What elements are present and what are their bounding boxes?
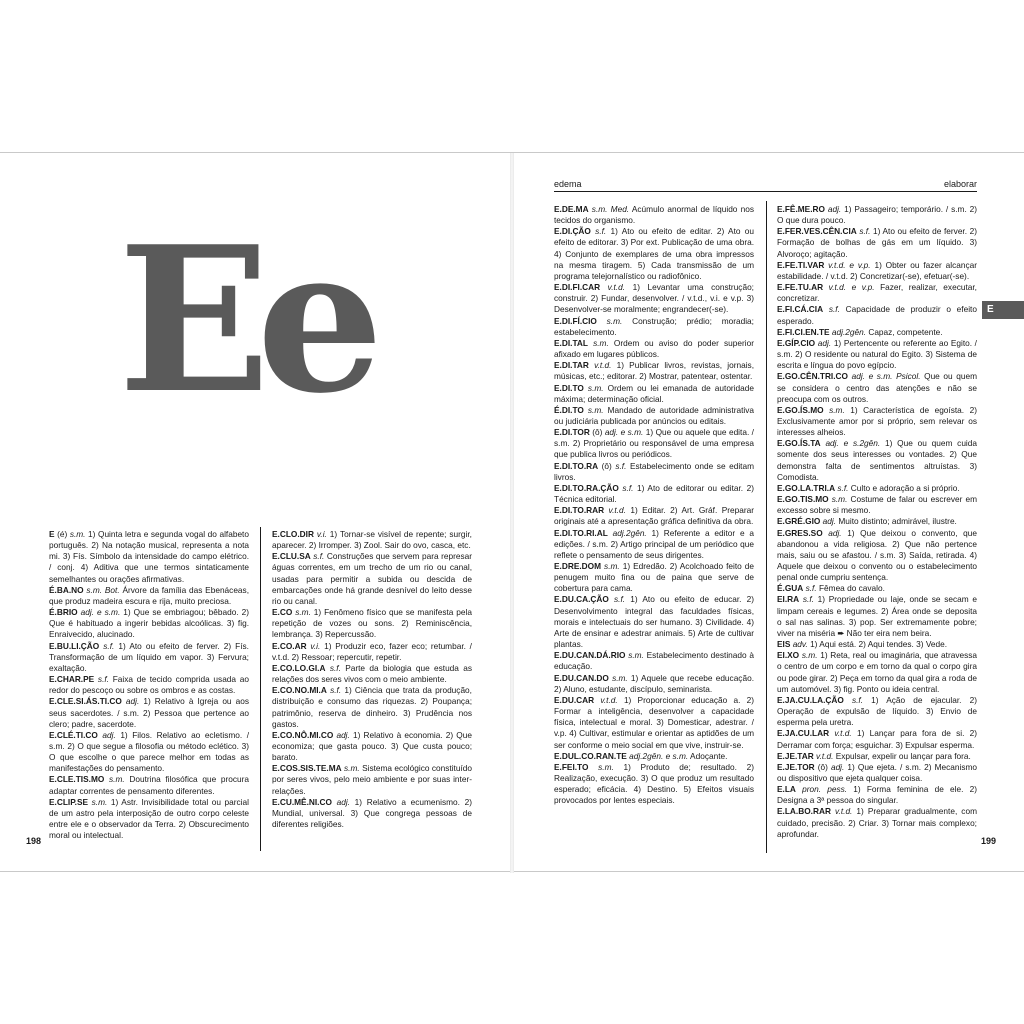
entry-headword: E.GO.ÍS.MO [777,404,824,415]
dictionary-entry [777,516,977,527]
entry-definition: Construção; prédio; moradia; estabelecimento. [554,315,754,337]
entry-definition: 1) Aqui está. 2) Aqui tendes. 3) Vede. [807,639,948,650]
entry-headword: E.FÊ.ME.RO [777,204,825,214]
entry-headword: E.DI.TOR [554,427,590,438]
entry-grammar-class: adj. e s.2gên. [825,438,881,449]
dictionary-entry [777,327,977,338]
entry-definition: 1) Que ou quem cuida somente dos seus interesses ou vontades. 2) Que demonstra falta de sentimentos altruístas. 3) Comodista. [777,438,977,482]
entry-definition: Ordem ou aviso do poder superior afixado em lugares públicos. [554,337,754,360]
entry-grammar-class: s.m. [604,561,620,571]
entry-grammar-class: s.m. [831,494,848,505]
entry-definition: 1) Aquele que recebe educação. 2) Aluno, estudante, discípulo, seminarista. [554,672,754,694]
entry-headword: E.DRE.DOM [554,561,602,571]
entry-grammar-class: adj.2gên. [612,527,647,538]
entry-definition: Doutrina filosófica que procura adaptar correntes de pensamento diferentes. [49,774,249,796]
entry-headword: E.DU.CAN.DÁ.RIO [554,650,626,661]
entry-grammar-class: s.f. [595,226,607,237]
entry-grammar-class: adj. [828,527,842,538]
entry-grammar-class: v.i. [316,529,327,539]
dictionary-entry [554,226,754,282]
entry-headword: E.FE.TI.VAR [777,259,825,270]
entry-headword: E.CLÉ.TI.CO [49,729,98,740]
entry-headword: E.CLE.TIS.MO [49,774,105,785]
entry-headword: É.BA.NO [49,584,84,595]
entry-headword: E.CHAR.PE [49,674,95,685]
entry-definition: Ordem ou lei emanada de autoridade máxima; determinação oficial. [554,382,754,404]
dictionary-entry [554,316,754,338]
entry-definition: 1) Tornar-se visível de repente; surgir, aparecer. 2) Irromper. 3) Zool. Sair do ovo, casca, etc. [272,529,472,551]
dictionary-entry [777,594,977,639]
right-column-1 [554,204,754,852]
dictionary-entry [554,405,754,427]
entry-headword: E.CO.NO.MI.A [272,685,327,696]
entry-pronunciation [600,282,608,292]
entry-definition: Acúmulo anormal de líquido nos tecidos do organismo. [554,204,754,226]
dictionary-entry [777,528,977,584]
entry-grammar-class: s.f. [802,594,814,605]
entry-definition: 1) Ato ou efeito de ferver. 2) Fís. Transformação de um líquido em vapor. 3) Fervura; exaltação. [49,640,249,673]
entry-grammar-class: s.m. [593,337,609,348]
section-letter: Ee [118,203,370,438]
entry-headword: E.FER.VES.CÊN.CIA [777,226,857,237]
entry-definition: Parte da biologia que estuda as relações dos seres vivos com o meio ambiente. [272,662,472,685]
entry-definition: 1) Publicar livros, revistas, jornais, músicas, etc.; editorar. 2) Mostrar, patentear, ostentar. [554,360,754,382]
entry-headword: E.CLU.SA [272,551,311,562]
dictionary-entry [777,405,977,438]
entry-definition: 1) Que ou aquele que edita. / s.m. 2) Proprietário ou responsável de uma empresa que publica livros ou periódicos. [554,427,754,460]
entry-pronunciation [597,316,607,326]
entry-grammar-class: s.f. [622,482,634,493]
dictionary-entry [777,650,977,695]
dictionary-entry [554,561,754,594]
entry-grammar-class: v.t.d. [835,806,853,817]
entry-grammar-class: s.m. [344,763,360,774]
entry-headword: E.JE.TAR [777,750,814,761]
dictionary-entry [777,695,977,728]
entry-headword: E.JE.TOR [777,761,815,772]
entry-headword: E.CLIP.SE [49,796,89,807]
entry-definition: 1) Proporcionar educação a. 2) Formar a inteligência, desenvolver a capacidade física, intelectual e moral. 3) Domesticar, adestrar. / v.p. 4) Cultivar, estimular e orientar as aptidões de um ser conforme o meio social em que vive, instruir-se. [554,694,754,750]
entry-headword: É.BRIO [49,607,78,618]
entry-headword: E.DI.FÍ.CIO [554,315,597,326]
entry-headword: E.LA.BO.RAR [777,806,831,817]
entry-grammar-class: s.f. [615,460,627,471]
entry-grammar-class: adv. [792,639,808,650]
entry-headword: E.BU.LI.ÇÃO [49,640,100,651]
entry-grammar-class: s.m. [829,404,845,415]
entry-pronunciation: (ô) [598,460,616,471]
entry-headword: E.DI.TO.RI.AL [554,527,608,538]
entry-headword: E.DI.FI.CAR [554,282,601,293]
dictionary-entry [777,762,977,784]
dictionary-entry [777,226,977,259]
dictionary-entry [554,483,754,505]
entry-definition: 1) Pertencente ou referente ao Egito. / s.m. 2) O residente ou natural do Egito. 3) Sistema de escrita e língua do povo egípcio. [777,337,977,371]
dictionary-entry [554,594,754,650]
dictionary-entry [554,360,754,382]
entry-grammar-class: s.f. [859,226,871,237]
entry-headword: E.GO.CÊN.TRI.CO [777,371,848,382]
entry-headword: E.DI.TO.RA.ÇÃO [554,482,619,493]
entry-headword: E.DI.TAL [554,337,588,348]
entry-headword: E.DU.CA.ÇÃO [554,594,609,605]
entry-grammar-class: v.t.d. [816,750,834,761]
entry-definition: 1) Que deixou o convento, que abandonou a vida religiosa. 2) Que não pertence mais, saiu ou se afastou. / s.m. 3) Saída, retirada. 4) Aquele que deixou o convento ou o estabelecimento penal onde cumpriu sentença. [777,527,977,583]
entry-grammar-class: s.m. Bot. [86,584,120,595]
entry-definition: 1) Relativo a ecumenismo. 2) Mundial, universal. 3) Que congrega pessoas de diferentes religiões. [272,796,472,830]
dictionary-entry [777,204,977,226]
entry-definition: 1) Propriedade ou laje, onde se secam e limpam cereais e legumes. 2) Área onde se deposita o sal nas salinas. 3) pop. Ser extremamente pobre; viver na miséria ➨ Não ter eira nem beira. [777,594,977,638]
column-divider [766,201,767,853]
running-head-left: edema [554,179,582,189]
entry-definition: 1) Passageiro; temporário. / s.m. 2) O que dura pouco. [777,204,977,226]
entry-headword: E.DU.CAR [554,694,595,705]
dictionary-entry [777,371,977,404]
entry-grammar-class: v.t.d. e v.p. [828,259,871,270]
entry-grammar-class: v.t.d. [600,694,618,705]
entry-grammar-class: s.f. [103,640,115,651]
dictionary-entry [554,505,754,527]
dictionary-entry [777,438,977,483]
entry-grammar-class: s.m. [91,796,108,807]
entry-headword: É.DI.TO [554,404,584,415]
entry-grammar-class: adj. [830,761,845,772]
right-page [0,153,1024,873]
entry-grammar-class: v.t.d. [607,282,626,293]
entry-grammar-class: s.f. [614,594,626,605]
entry-definition: 1) Que se embriagou; bêbado. 2) Que é habituado a ingerir bebidas alcoólicas. 3) fig. Enraivecido, alucinado. [49,607,249,640]
dictionary-entry [777,338,977,371]
entry-definition: 1) Ciência que trata da produção, distribuição e consumo das riquezas. 2) Poupança; patrimônio, reserva de dinheiro. 3) Prudência nos gastos. [272,685,472,729]
entry-definition: 1) Editar. 2) Art. Gráf. Preparar originais até a apresentação gráfica definitiva da obra. [554,505,754,527]
entry-headword: E.CO.AR [272,640,307,651]
entry-headword: E.CO.NÔ.MI.CO [272,729,334,740]
entry-grammar-class: v.t.d. [834,728,852,739]
entry-definition: Capacidade de produzir o efeito esperado. [777,304,977,326]
dictionary-entry [554,427,754,460]
dictionary-entry [777,728,977,750]
entry-grammar-class: s.f. [97,674,109,685]
entry-grammar-class: s.m. [801,650,818,661]
entry-grammar-class: s.m. [587,404,604,415]
entry-definition: 1) Fenômeno físico que se manifesta pela repetição de vozes ou sons. 2) Reminiscência, lembrança. 3) Repercussão. [272,607,472,640]
dictionary-entry [554,204,754,226]
entry-pronunciation: (é) [54,529,70,539]
dictionary-entry [554,673,754,695]
entry-headword: E.CO.LO.GI.A [272,662,326,673]
page-number-left: 198 [26,836,42,846]
entry-headword: E.GRES.SO [777,527,823,538]
entry-grammar-class: adj. [125,696,140,707]
entry-definition: Fazer, realizar, executar, concretizar. [777,282,977,304]
entry-headword: E.JA.CU.LA.ÇÃO [777,694,844,705]
entry-definition: 1) Reta, real ou imaginária, que atravessa o centro de um corpo e em torno da qual o corpo gira ou pode girar. 2) Peça em torno da qual gira a roda de um automóvel. 3) fig. Ponto ou ideia central. [777,650,977,694]
dictionary-spread [0,152,1024,872]
entry-headword: E.LA [777,784,796,795]
entry-headword: E.GO.ÍS.TA [777,438,821,449]
entry-grammar-class: s.m. [69,529,86,539]
entry-grammar-class: s.f. [837,482,849,493]
entry-grammar-class: adj. e s.m. [604,427,644,438]
entry-grammar-class: s.m. [628,650,644,661]
entry-grammar-class: v.t.d. [608,505,626,516]
entry-definition: Que ou quem se considera o centro das atenções e não se preocupa com os outros. [777,371,977,404]
entry-grammar-class: adj. [102,729,116,740]
entry-grammar-class: adj.2gên. e s.m. [629,750,689,761]
entry-definition: 1) Ação de ejacular. 2) Operação de expulsão de líquido. 3) Envio de esperma pela uretra. [777,694,977,728]
entry-definition: Costume de falar ou escrever em excesso sobre si mesmo. [777,494,977,516]
entry-definition: 1) Astr. Invisibilidade total ou parcial de um astro pela interposição de outro corpo celeste entre ele e o observador da Terra. 2) Obscurecimento moral ou intelectual. [49,796,249,841]
entry-grammar-class: s.m. [598,761,614,772]
entry-headword: E [49,529,55,539]
entry-grammar-class: adj. e s.m. [80,607,121,618]
entry-definition: 1) Forma feminina de ele. 2) Designa a 3ª pessoa do singular. [777,784,977,806]
dictionary-entry [777,583,977,594]
entry-headword: E.DU.CAN.DO [554,672,609,683]
entry-grammar-class: pron. pess. [802,784,848,795]
entry-headword: E.CO [272,607,293,618]
thumb-index-tab: E [982,301,1024,319]
header-rule [554,191,977,192]
entry-grammar-class: s.f. [805,583,817,594]
entry-pronunciation [588,762,598,772]
right-column-2 [777,204,977,852]
dictionary-entry [777,260,977,282]
dictionary-entry [777,751,977,762]
entry-definition: 1) Lançar para fora de si. 2) Derramar com força; esguichar. 3) Expulsar esperma. [777,728,977,750]
entry-definition: 1) Filos. Relativo ao ecletismo. / s.m. 2) O que segue a filosofia ou método eclético. 3) O que escolhe o que parece melhor em todas as manifestações do pensamento. [49,729,249,774]
entry-grammar-class: adj. [827,204,842,214]
dictionary-entry [777,304,977,326]
entry-definition: 1) Ato ou efeito de ferver. 2) Formação de bolhas de gás em um líquido. 3) Alvoroço; agitação. [777,226,977,259]
entry-definition: Capaz, competente. [866,326,943,337]
entry-definition: 1) Característica de egoísta. 2) Exclusivamente amor por si próprio, sem relevar os interesses alheios. [777,404,977,438]
entry-definition: 1) Que ejeta. / s.m. 2) Mecanismo ou dispositivo que ejeta qualquer coisa. [777,761,977,783]
entry-grammar-class: s.m. Med. [591,204,630,214]
entry-grammar-class: s.f. [313,551,325,562]
dictionary-entry [554,528,754,561]
entry-headword: É.GUA [777,583,804,594]
entry-definition: 1) Ato ou efeito de educar. 2) Desenvolvimento integral das faculdades físicas, morais e intelectuais do ser humano. 3) Civilidade. 4) Arte de ensinar e adestrar animais. 5) Arte de cultivar plantas. [554,594,754,650]
entry-headword: E.DI.TO.RAR [554,505,605,516]
entry-headword: E.COS.SIS.TE.MA [272,763,342,774]
entry-definition: 1) Ato de editorar ou editar. 2) Técnica editorial. [554,482,754,505]
entry-headword: E.DE.MA [554,204,589,214]
entry-headword: E.GÍP.CIO [777,337,816,348]
dictionary-entry [554,383,754,405]
entry-definition: 1) Relativo à economia. 2) Que economiza; que gasta pouco. 3) Que custa pouco; barato. [272,729,472,763]
entry-grammar-class: s.f. [330,685,342,696]
entry-headword: E.GRÉ.GIO [777,516,821,527]
entry-grammar-class: s.f. [329,662,341,673]
entry-grammar-class: v.i. [310,640,321,651]
entry-headword: EI.XO [777,650,800,661]
entry-grammar-class: s.f. [851,694,864,705]
entry-definition: Árvore da família das Ebenáceas, que produz madeira escura e rija, muito preciosa. [49,584,249,606]
entry-headword: E.DUL.CO.RAN.TE [554,750,627,761]
entry-definition: Culto e adoração a si próprio. [848,482,960,493]
entry-headword: E.DI.TAR [554,360,589,371]
dictionary-entry [777,282,977,304]
dictionary-entry [777,806,977,839]
entry-grammar-class: adj. [822,516,837,527]
entry-definition: 1) Edredão. 2) Acolchoado feito de penugem muito fina ou de paina que serve de cobertura para cama. [554,561,754,594]
entry-definition: Expulsar, expelir ou lançar para fora. [833,750,971,761]
entry-pronunciation: (ô) [589,427,605,438]
entry-headword: E.FI.CI.EN.TE [777,326,830,337]
entry-grammar-class: s.f. [828,304,840,315]
entry-definition: Muito distinto; admirável, ilustre. [836,516,957,527]
dictionary-entry [777,784,977,806]
dictionary-entry [554,762,754,807]
entry-definition: 1) Relativo à Igreja ou aos seus sacerdotes. / s.m. 2) Pessoa que pertence ao clero; padre, sacerdote. [49,696,249,729]
entry-definition: Estabelecimento onde se editam livros. [554,460,754,482]
entry-headword: E.FEI.TO [554,761,589,772]
entry-headword: E.JA.CU.LAR [777,728,830,739]
entry-definition: 1) Referente a editor e a edições. / s.m. 2) Artigo principal de um periódico que reflete o pensamento de seus dirigentes. [554,527,754,560]
entry-definition: 1) Obter ou fazer alcançar estabilidade. / v.t.d. 2) Concretizar(-se), efetuar(-se). [777,259,977,281]
entry-pronunciation [844,695,852,705]
entry-headword: E.CU.MÊ.NI.CO [272,796,332,807]
entry-grammar-class: adj. e s.m. Psicol. [851,371,921,382]
entry-grammar-class: adj. [336,796,350,807]
page-number-right: 199 [981,836,997,846]
entry-grammar-class: s.m. [587,382,604,393]
dictionary-entry [554,650,754,672]
entry-grammar-class: adj.2gên. [831,326,867,337]
entry-grammar-class: v.t.d. e v.p. [828,282,875,293]
entry-definition: Sistema ecológico constituído por seres vivos, pelo meio ambiente e por suas inter-relações. [272,763,472,796]
entry-headword: E.DI.TO [554,382,584,393]
dictionary-entry [554,461,754,483]
entry-grammar-class: adj. [817,337,832,348]
dictionary-entry [554,695,754,751]
entry-definition: Adoçante. [688,750,728,761]
entry-headword: E.FE.TU.AR [777,282,824,293]
dictionary-entry [777,483,977,494]
entry-headword: E.DI.TO.RA [554,460,599,471]
entry-definition: Mandado de autoridade administrativa ou judiciária publicada por anúncios ou editais. [554,404,754,426]
entry-definition: Estabelecimento destinado à educação. [554,650,754,672]
entry-definition: 1) Ato ou efeito de editar. 2) Ato ou efeito de editorar. 3) Por ext. Publicação de uma obra. 4) Conjunto de exemplares de uma obra impressos na mesma tiragem. 5) Cada transmissão de um programa telejornalístico ou radiofônico. [554,226,754,281]
entry-definition: 1) Levantar uma construção; construir. 2) Fundar, desenvolver. / v.t.d., v.i. e v.p. 3) Desenvolver-se moralmente; engrandecer(-se). [554,282,754,315]
dictionary-entry [777,639,977,650]
entry-headword: E.DI.ÇÃO [554,226,591,237]
entry-headword: E.FI.CÁ.CIA [777,304,824,315]
running-head-right: elaborar [943,179,977,189]
entry-headword: EI.RA [777,594,800,605]
entry-definition: Construções que servem para represar águas correntes, em um trecho de um rio ou canal, usadas para permitir a subida ou descida de embarcações onde há grande desnível do leito desse rio ou canal. [272,551,472,606]
dictionary-entry [777,494,977,516]
entry-definition: 1) Produzir eco, fazer eco; retumbar. / v.t.d. 2) Ressoar; repercutir, repetir. [272,640,472,662]
entry-definition: 1) Produto de; resultado. 2) Realização, execução. 3) O que produz um resultado esperado; eficácia. 4) Destino. 5) Efeitos visuais provocados por lentes especiais. [554,761,754,806]
entry-grammar-class: s.m. [606,315,623,326]
entry-definition: Fêmea do cavalo. [816,583,885,594]
entry-pronunciation: (ô) [814,761,831,772]
entry-headword: E.CLE.SI.ÁS.TI.CO [49,696,122,707]
dictionary-entry [554,282,754,315]
entry-definition: 1) Quinta letra e segunda vogal do alfabeto português. 2) Na notação musical, representa a nota mi. 3) Fís. Símbolo da intensidade do campo elétrico. / conj. 4) Aditiva que une termos sintaticamente semelhantes ou orações afirmativas. [49,529,249,584]
entry-grammar-class: adj. [336,729,350,740]
entry-definition: Faixa de tecido comprida usada ao redor do pescoço ou sobre os ombros e as costas. [49,674,249,696]
entry-headword: E.CLO.DIR [272,529,314,539]
entry-grammar-class: v.t.d. [594,360,612,371]
entry-headword: E.GO.LA.TRI.A [777,482,836,493]
dictionary-entry [554,751,754,762]
entry-definition: 1) Preparar gradualmente, com cuidado, precisão. 2) Criar. 3) Tornar mais complexo; aprofundar. [777,806,977,839]
entry-grammar-class: s.m. [109,774,125,785]
entry-grammar-class: s.m. [295,607,311,618]
entry-headword: E.GO.TIS.MO [777,494,829,505]
entry-headword: EIS [777,639,791,650]
entry-grammar-class: s.m. [612,672,628,683]
dictionary-entry [554,338,754,360]
